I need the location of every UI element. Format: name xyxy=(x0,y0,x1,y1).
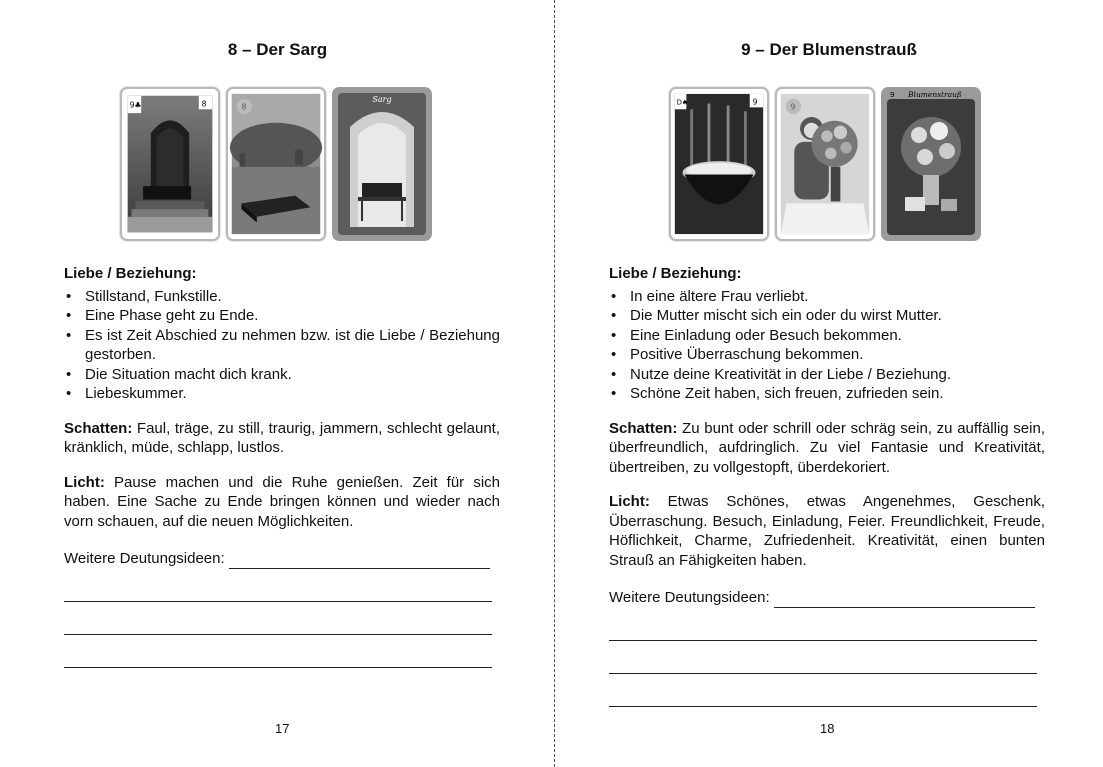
card-title-label: Sarg xyxy=(372,95,392,104)
card-title: 9 – Der Blumenstrauß xyxy=(741,40,917,59)
list-item: • Nutze deine Kreativität in der Liebe / Beziehung. xyxy=(609,365,1045,385)
list-item: • Eine Einladung oder Besuch bekommen. xyxy=(609,326,1045,346)
page-number: 18 xyxy=(820,721,835,736)
list-item: • Stillstand, Funkstille. xyxy=(64,287,500,307)
card-description xyxy=(64,264,500,668)
list-item: • Positive Überraschung bekommen. xyxy=(609,345,1045,365)
woman-bouquet-illustration xyxy=(777,89,873,239)
notes-line[interactable] xyxy=(64,635,492,668)
schatten-text: Zu bunt oder schrill oder schräg sein, zu auffällig sein, überfreundlich, aufdringlich. Zu viel Fantasie und Kreativität, übertreiben, zu vollgestopft, überdekoriert. xyxy=(609,419,1045,476)
card-images xyxy=(669,87,981,241)
meaning-list xyxy=(64,287,500,404)
card-description xyxy=(609,264,1045,707)
flower-bowl-illustration xyxy=(671,89,767,239)
schatten-paragraph xyxy=(64,419,500,458)
card-suit-label: 9 xyxy=(890,91,895,99)
card-image-coffin-door xyxy=(120,87,220,241)
meaning-list xyxy=(609,287,1045,404)
schatten-text: Faul, träge, zu still, traurig, jammern, schlecht gelaunt, kränklich, müde, schlapp, lustlos. xyxy=(64,419,500,456)
schatten-label: Schatten: xyxy=(609,419,678,437)
card-image-flower-bowl xyxy=(669,87,769,241)
licht-paragraph xyxy=(64,473,500,532)
graveyard-illustration xyxy=(228,89,324,239)
card-number: 9 xyxy=(752,97,758,107)
page-number: 17 xyxy=(275,721,290,736)
notes-label: Weitere Deutungsideen: xyxy=(609,589,770,606)
list-item: • Eine Phase geht zu Ende. xyxy=(64,306,500,326)
notes-section xyxy=(64,549,500,668)
licht-label: Licht: xyxy=(609,493,650,510)
card-suit-label: 9♣ xyxy=(129,100,142,110)
card-number: 9 xyxy=(790,102,796,112)
bouquet-illustration xyxy=(881,87,981,241)
licht-paragraph xyxy=(609,492,1045,570)
card-image-bouquet xyxy=(881,87,981,241)
card-title-label: Blumenstrauß xyxy=(908,90,962,99)
notes-label: Weitere Deutungsideen: xyxy=(64,550,225,567)
licht-label: Licht: xyxy=(64,473,105,491)
schatten-label: Schatten: xyxy=(64,419,133,437)
licht-text: Etwas Schönes, etwas Angenehmes, Geschenk, Überraschung. Besuch, Einladung, Feier. Freundlichkeit, Freude, Höflichkeit, Charme, Zufriedenheit. Kreativität, einen bunten Strauß an Fähigkeiten haben. xyxy=(609,493,1045,569)
card-image-woman-bouquet xyxy=(775,87,875,241)
church-illustration xyxy=(332,87,432,241)
notes-line[interactable] xyxy=(64,569,492,602)
notes-line[interactable] xyxy=(609,608,1037,641)
card-image-graveyard xyxy=(226,87,326,241)
card-title: 8 – Der Sarg xyxy=(227,40,328,59)
schatten-paragraph xyxy=(609,419,1045,478)
notes-line[interactable] xyxy=(609,674,1037,707)
list-item: • Die Mutter mischt sich ein oder du wirst Mutter. xyxy=(609,306,1045,326)
section-heading: Liebe / Beziehung: xyxy=(609,265,742,282)
notes-line[interactable] xyxy=(229,553,490,569)
card-suit-label: D♠ xyxy=(676,98,688,107)
list-item: • In eine ältere Frau verliebt. xyxy=(609,287,1045,307)
card-number: 8 xyxy=(201,99,207,109)
notes-line[interactable] xyxy=(609,641,1037,674)
card-number: 8 xyxy=(241,102,247,112)
list-item: • Die Situation macht dich krank. xyxy=(64,365,500,385)
coffin-door-illustration xyxy=(122,89,218,239)
notes-line[interactable] xyxy=(774,592,1035,608)
page-right xyxy=(555,0,1103,767)
card-image-church xyxy=(332,87,432,241)
notes-section xyxy=(609,588,1045,707)
notes-line[interactable] xyxy=(64,602,492,635)
list-item: • Liebeskummer. xyxy=(64,384,500,404)
section-heading: Liebe / Beziehung: xyxy=(64,265,197,282)
card-images xyxy=(120,87,432,241)
list-item: • Es ist Zeit Abschied zu nehmen bzw. ist die Liebe / Beziehung gestorben. xyxy=(64,326,500,365)
licht-text: Pause machen und die Ruhe genießen. Zeit für sich haben. Eine Sache zu Ende bringen können und wieder nach vorn schauen, auf die neuen Möglichkeiten. xyxy=(64,473,500,530)
list-item: • Schöne Zeit haben, sich freuen, zufrieden sein. xyxy=(609,384,1045,404)
